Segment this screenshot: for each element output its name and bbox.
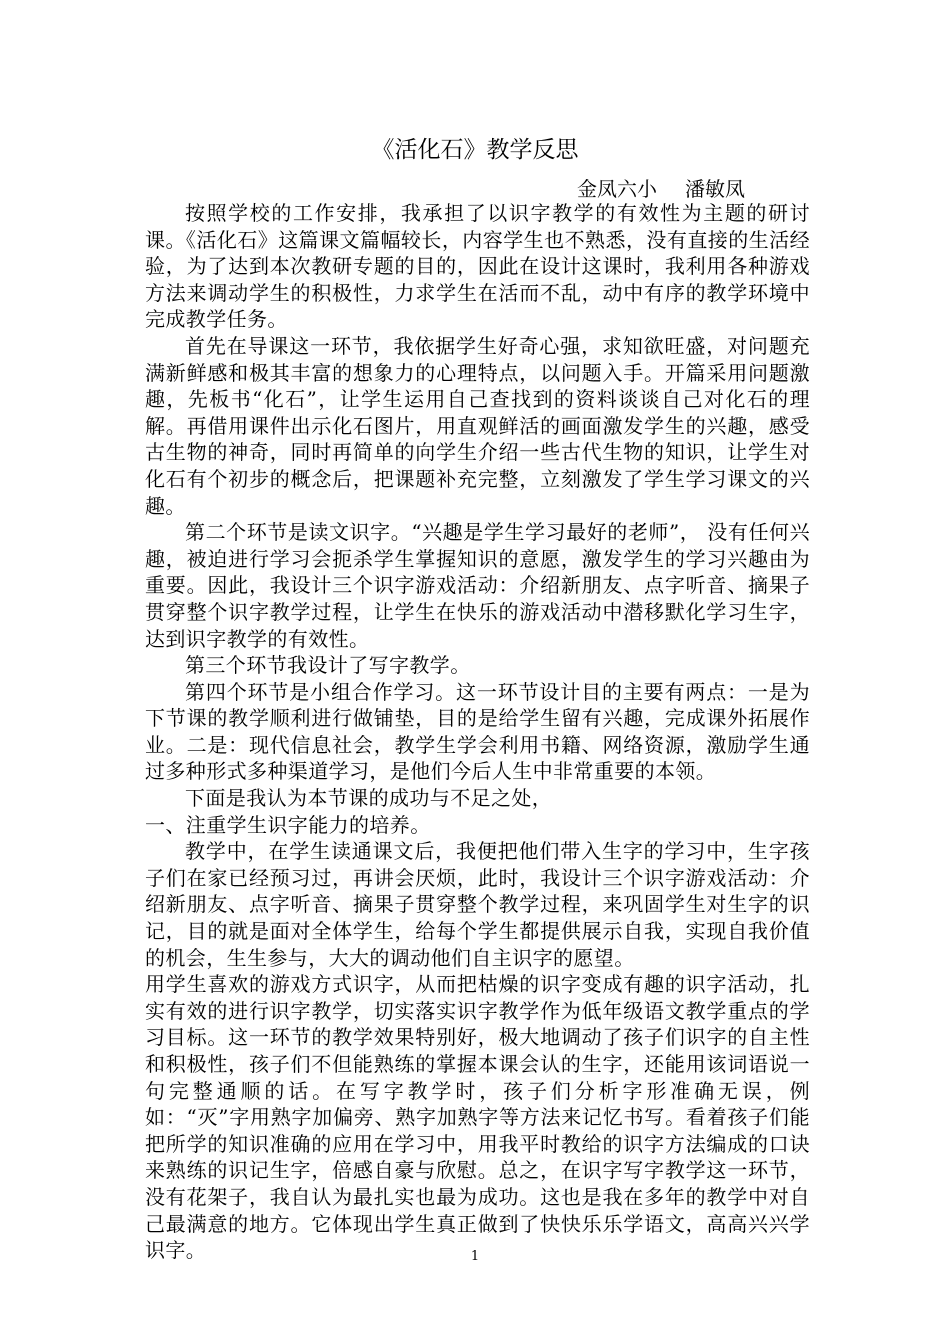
paragraph-step-one: 首先在导课这一环节，我依据学生好奇心强，求知欲旺盛，对问题充满新鲜感和极其丰富的想象力的心理特点，以问题入手。开篇采用问题激趣，先板书“化石”，让学生运用自己查找到的资料谈谈自己对化石的理解。再借用课件出示化石图片，用直观鲜活的画面激发学生的兴趣，感受古生物的神奇，同时再简单的向学生介绍一些古代生物的知识，让学生对化石有个初步的概念后，把课题补充完整，立刻激发了学生学习课文的兴趣。 (145, 333, 810, 518)
paragraph-section-one: 教学中，在学生读通课文后，我便把他们带入生字的学习中，生字孩子们在家已经预习过，再讲会厌烦，此时，我设计三个识字游戏活动：介绍新朋友、点字听音、摘果子贯穿整个教学过程，来巩固学生对生字的识记，目的就是面对全体学生，给每个学生都提供展示自我，实现自我价值的机会，生生参与，大大的调动他们自主识字的愿望。 (145, 839, 810, 970)
author-school: 金凤六小 (577, 177, 657, 201)
paragraph-section-one-continued: 用学生喜欢的游戏方式识字，从而把枯燥的识字变成有趣的识字活动，扎实有效的进行识字教学，切实落实识字教学作为低年级语文教学重点的学习目标。这一环节的教学效果特别好，极大地调动了孩子们识字的自主性和积极性，孩子们不但能熟练的掌握本课会认的生字，还能用该词语说一句完整通顺的话。在写字教学时，孩子们分析字形准确无误，例如：“灭”字用熟字加偏旁、熟字加熟字等方法来记忆书写。看着孩子们能把所学的知识准确的应用在学习中，用我平时教给的识字方法编成的口诀来熟练的识记生字，倍感自豪与欣慰。总之，在识字写字教学这一环节，没有花架子，我自认为最扎实也最为成功。这也是我在多年的教学中对自己最满意的地方。它体现出学生真正做到了快快乐乐学语文，高高兴兴学识字。 (145, 972, 810, 1263)
document-body (145, 200, 810, 1264)
paragraph-step-three: 第三个环节我设计了写字教学。 (185, 653, 471, 678)
paragraph-step-two: 第二个环节是读文识字。“兴趣是学生学习最好的老师”， 没有任何兴趣，被迫进行学习会扼杀学生掌握知识的意愿，激发学生的学习兴趣由为重要。因此，我设计三个识字游戏活动：介绍新朋友、点字听音、摘果子贯穿整个识字教学过程，让学生在快乐的游戏活动中潜移默化学习生字，达到识字教学的有效性。 (145, 520, 810, 651)
section-heading-one: 一、注重学生识字能力的培养。 (145, 812, 431, 837)
author-line (577, 176, 745, 202)
paragraph-step-four: 第四个环节是小组合作学习。这一环节设计目的主要有两点：一是为下节课的教学顺利进行做铺垫，目的是给学生留有兴趣，完成课外拓展作业。二是：现代信息社会，教学生学会利用书籍、网络资源，激励学生通过多种形式多种渠道学习，是他们今后人生中非常重要的本领。 (145, 679, 810, 784)
document-title: 《活化石》教学反思 (371, 137, 579, 163)
page-number: 1 (470, 1249, 480, 1264)
author-name: 潘敏凤 (685, 177, 745, 201)
paragraph-summary-intro: 下面是我认为本节课的成功与不足之处， (185, 786, 553, 811)
paragraph-intro: 按照学校的工作安排，我承担了以识字教学的有效性为主题的研讨课。《活化石》这篇课文篇幅较长，内容学生也不熟悉，没有直接的生活经验，为了达到本次教研专题的目的，因此在设计这课时，我利用各种游戏方法来调动学生的积极性，力求学生在活而不乱，动中有序的教学环境中完成教学任务。 (145, 201, 810, 332)
